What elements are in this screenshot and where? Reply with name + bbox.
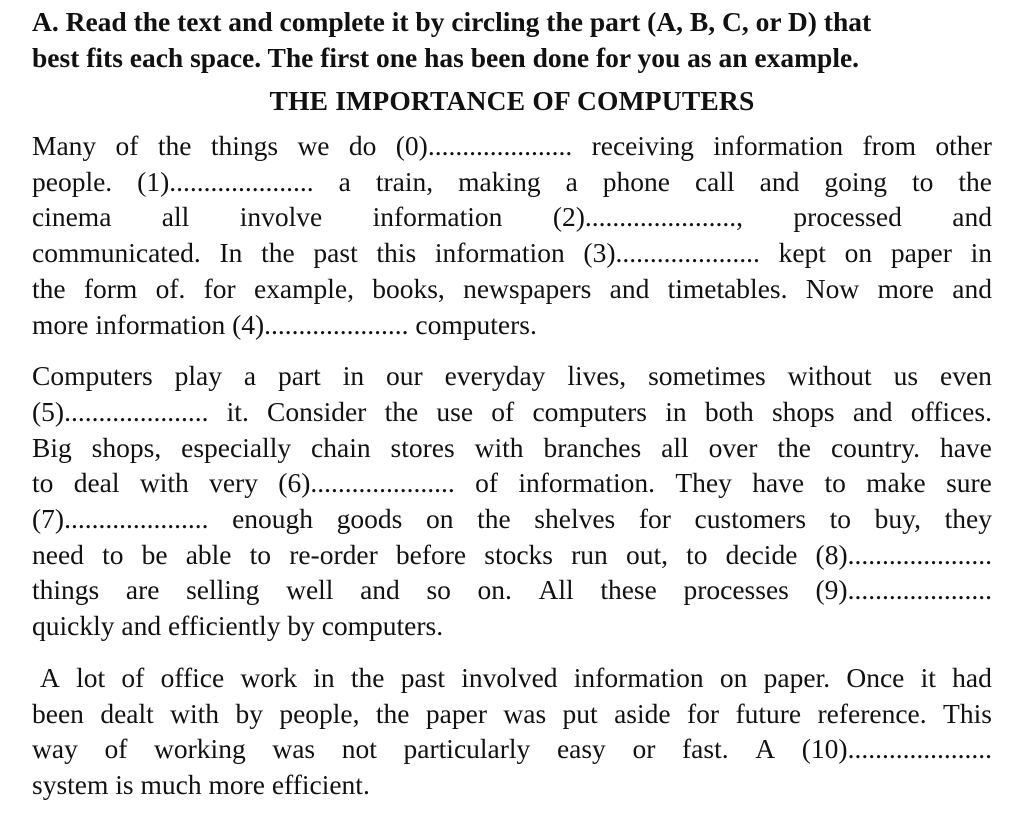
word: lot	[76, 661, 106, 693]
word: A	[40, 661, 60, 693]
word: information	[713, 130, 844, 161]
word: the	[375, 697, 410, 729]
text-line	[32, 501, 992, 537]
word: future	[735, 697, 802, 729]
word: to	[32, 467, 54, 499]
word: kept	[778, 237, 826, 269]
word: involve	[239, 201, 323, 233]
answer-blank: (7).....................	[32, 503, 209, 535]
word: they	[944, 503, 992, 535]
word: stocks	[484, 538, 553, 570]
paragraph	[32, 128, 992, 342]
word: quickly and efficiently by computers.	[32, 610, 444, 642]
word: books,	[372, 272, 445, 304]
text-line	[32, 271, 992, 307]
word: shelves	[534, 503, 616, 535]
word: with	[139, 467, 189, 499]
text-line	[32, 199, 992, 235]
word: All	[538, 574, 574, 606]
text-line	[32, 235, 992, 271]
word: on	[844, 237, 873, 269]
word: from	[862, 130, 916, 161]
word: and	[852, 395, 893, 427]
word: part	[278, 360, 321, 392]
word: form	[83, 272, 138, 304]
word: call	[694, 165, 735, 197]
word: these	[600, 574, 657, 606]
word: make	[866, 467, 926, 499]
word: and	[609, 272, 650, 304]
word: re-order	[289, 538, 378, 570]
answer-blank: (9).....................	[815, 574, 992, 606]
word: before	[395, 538, 467, 570]
word: a	[243, 360, 257, 392]
word: paper	[890, 237, 952, 269]
word: involved	[461, 661, 558, 693]
word: processed	[793, 201, 902, 233]
word: not	[341, 733, 377, 765]
word: over	[708, 431, 758, 463]
word: it	[920, 661, 936, 693]
word: Computers	[32, 360, 153, 392]
word: the	[261, 237, 295, 269]
word: easy	[556, 733, 606, 765]
word: information	[434, 237, 565, 269]
text-line	[32, 731, 992, 767]
word: our	[386, 360, 423, 392]
word: way	[32, 733, 78, 765]
word: able	[185, 538, 232, 570]
exercise-instruction	[32, 4, 992, 76]
word: by	[235, 697, 263, 729]
word: goods	[336, 503, 403, 535]
word: shops	[771, 395, 835, 427]
word: in	[342, 360, 365, 392]
word: have	[752, 467, 805, 499]
answer-blank: (10).....................	[801, 733, 992, 765]
word: play	[174, 360, 222, 392]
word: for	[203, 272, 236, 304]
word: deal	[73, 467, 120, 499]
word: in	[665, 395, 687, 427]
word: be	[141, 538, 168, 570]
answer-blank: more information (4)..................... computers.	[32, 308, 537, 340]
word: and	[759, 165, 800, 197]
word: information	[372, 201, 503, 233]
answer-blank: (1).....................	[137, 165, 314, 197]
word: stores	[390, 431, 455, 463]
word: without	[787, 360, 872, 392]
word: especially	[181, 431, 292, 463]
word: to	[911, 165, 934, 197]
word: very	[209, 467, 258, 499]
word: things	[210, 130, 279, 161]
word: This	[943, 697, 992, 729]
word: past	[400, 661, 446, 693]
word: run	[571, 538, 608, 570]
word: have	[939, 431, 992, 463]
text-line	[32, 430, 992, 466]
word: of	[104, 733, 128, 765]
word: newspapers	[463, 272, 592, 304]
word: office	[160, 661, 225, 693]
word: communicated.	[32, 237, 201, 269]
answer-blank: (2)......................,	[552, 201, 744, 233]
word: timetables.	[667, 272, 788, 304]
text-line	[32, 394, 992, 430]
word: other	[935, 130, 992, 161]
word: for	[686, 697, 720, 729]
paragraph	[32, 358, 992, 644]
word: dealt	[100, 697, 154, 729]
word: paper.	[763, 661, 831, 693]
word: more	[877, 272, 934, 304]
word: out,	[625, 538, 668, 570]
word: do	[348, 130, 377, 161]
word: was	[272, 733, 316, 765]
text-line	[32, 660, 992, 696]
word: train,	[375, 165, 434, 197]
word: the	[32, 272, 66, 304]
word: with	[170, 697, 220, 729]
word: of	[115, 130, 139, 161]
answer-blank: (0).....................	[395, 130, 573, 161]
word: in	[970, 237, 992, 269]
word: customers	[694, 503, 807, 535]
word: phone	[602, 165, 670, 197]
word: with	[474, 431, 524, 463]
word: on	[719, 661, 748, 693]
word: things	[32, 574, 100, 606]
word: so	[426, 574, 451, 606]
word: information	[573, 661, 704, 693]
answer-blank: (8).....................	[815, 538, 992, 570]
text-line	[32, 358, 992, 394]
text-line	[32, 537, 992, 573]
word: They	[675, 467, 732, 499]
word: on	[425, 503, 454, 535]
word: aside	[614, 697, 671, 729]
word: to	[829, 503, 852, 535]
word: of	[475, 467, 498, 499]
word: computers	[532, 395, 647, 427]
instruction-line: A. Read the text and complete it by circling the part (A, B, C, or D) that	[32, 6, 872, 37]
answer-blank: (6).....................	[278, 467, 455, 499]
word: both	[704, 395, 754, 427]
word: Many	[32, 130, 97, 161]
word: decide	[725, 538, 798, 570]
word: offices.	[910, 395, 992, 427]
answer-blank: (3).....................	[583, 237, 760, 269]
word: in	[313, 661, 335, 693]
word: people,	[279, 697, 360, 729]
word: branches	[543, 431, 642, 463]
instruction-line: best fits each space. The first one has been done for you as an example.	[32, 42, 860, 73]
text-line	[32, 307, 992, 343]
passage-title: THE IMPORTANCE OF COMPUTERS	[269, 85, 755, 116]
text-line	[32, 608, 992, 644]
word: reference.	[817, 697, 927, 729]
word: been	[32, 697, 84, 729]
word: paper	[425, 697, 487, 729]
word: the	[958, 165, 992, 197]
word: chain	[311, 431, 371, 463]
word: the	[350, 661, 385, 693]
word: sure	[946, 467, 992, 499]
word: well	[286, 574, 334, 606]
text-line	[32, 696, 992, 732]
text-line	[32, 128, 992, 164]
word: all	[661, 431, 689, 463]
word: A	[755, 733, 776, 765]
word: sometimes	[648, 360, 766, 392]
word: it.	[226, 395, 249, 427]
word: had	[952, 661, 992, 693]
word: past	[313, 237, 358, 269]
word: example,	[253, 272, 354, 304]
word: of.	[155, 272, 186, 304]
text-line	[32, 465, 992, 501]
word: on.	[477, 574, 512, 606]
paragraph	[32, 660, 992, 803]
word: Now	[805, 272, 860, 304]
word: the	[477, 503, 511, 535]
word: In	[219, 237, 243, 269]
word: for	[638, 503, 671, 535]
word: selling	[186, 574, 260, 606]
word: and	[360, 574, 400, 606]
word: Consider	[267, 395, 367, 427]
word: the	[777, 431, 811, 463]
word: Big	[32, 431, 72, 463]
word: work	[240, 661, 297, 693]
word: going	[824, 165, 887, 197]
word: to	[249, 538, 272, 570]
word: receiving	[591, 130, 694, 161]
word: Once	[846, 661, 905, 693]
text-line	[32, 164, 992, 200]
word: use	[436, 395, 474, 427]
word: to	[824, 467, 846, 499]
word: to	[102, 538, 124, 570]
word: of	[491, 395, 515, 427]
word: fast.	[682, 733, 729, 765]
word: shops,	[91, 431, 162, 463]
word: lives,	[567, 360, 627, 392]
word: processes	[683, 574, 789, 606]
word: even	[939, 360, 992, 392]
word: need	[32, 538, 84, 570]
word: was	[503, 697, 547, 729]
word: all	[161, 201, 190, 233]
word: the	[157, 130, 192, 161]
word: or	[632, 733, 656, 765]
word: and	[952, 201, 992, 233]
word: buy,	[874, 503, 922, 535]
word: a	[338, 165, 351, 197]
word: put	[562, 697, 598, 729]
word: to	[686, 538, 708, 570]
word: this	[376, 237, 417, 269]
word: cinema	[32, 201, 112, 233]
word: particularly	[403, 733, 531, 765]
answer-blank: (5).....................	[32, 395, 209, 427]
word: of	[121, 661, 145, 693]
word: making	[458, 165, 541, 197]
word: are	[125, 574, 160, 606]
text-line	[32, 767, 992, 803]
word: we	[297, 130, 330, 161]
passage	[32, 128, 992, 803]
word: system is much more efficient.	[32, 768, 370, 800]
word: everyday	[444, 360, 546, 392]
text-line	[32, 572, 992, 608]
word: us	[893, 360, 919, 392]
word: enough	[232, 503, 314, 535]
word: the	[384, 395, 419, 427]
word: information.	[518, 467, 656, 499]
word: and	[952, 272, 992, 304]
word: country.	[830, 431, 921, 463]
word: working	[154, 733, 246, 765]
word: people.	[32, 165, 113, 197]
word: a	[565, 165, 578, 197]
